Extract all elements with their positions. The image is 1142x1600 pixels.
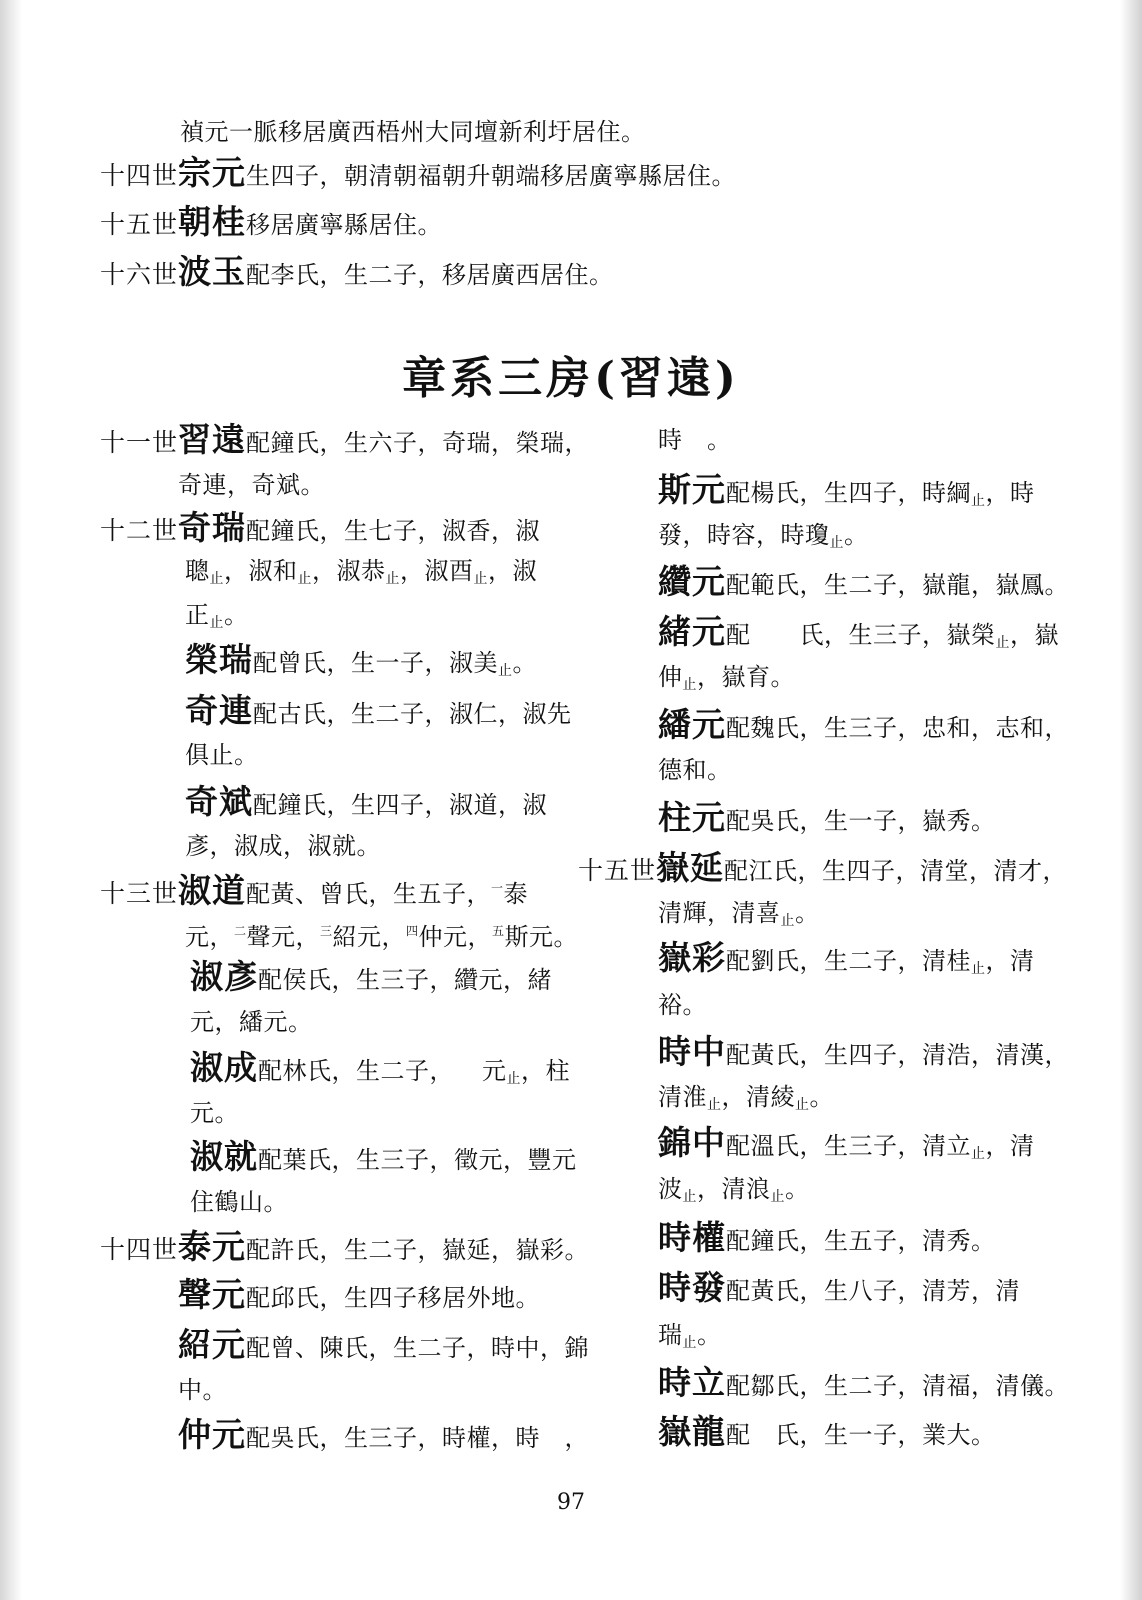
genealogy-entry: 十一世習遠配鐘氏，生六子，奇瑞，榮瑞，	[100, 420, 590, 459]
scan-shadow-left	[0, 0, 22, 1600]
genealogy-entry: 時權配鐘氏，生五子，清秀。	[658, 1218, 996, 1257]
genealogy-entry: 錦中配溫氏，生三子，清立$_止$，清	[658, 1123, 1035, 1162]
continuation-line: 聰$_止$，淑和$_止$，淑恭$_止$，淑酉$_止$，淑	[185, 557, 537, 587]
genealogy-entry: 淑成配林氏，生二子， 元$_止$，柱	[190, 1048, 570, 1087]
continuation-line: 彥，淑成，淑就。	[185, 832, 381, 860]
generation-label: 十三世	[100, 879, 179, 908]
person-name: 朝桂	[178, 202, 247, 241]
continuation-line: 時 。	[658, 426, 732, 454]
genealogy-entry: 緒元配 氏，生三子，嶽榮$_止$，嶽	[658, 612, 1059, 651]
person-name: 淑成	[190, 1048, 258, 1087]
genealogy-entry: 十五世嶽延配江氏，生四子，清堂，清才，	[578, 848, 1068, 887]
genealogy-entry: 奇連配古氏，生二子，淑仁，淑先	[185, 691, 572, 730]
person-name: 嶽龍	[658, 1412, 726, 1451]
genealogy-entry: 十二世奇瑞配鐘氏，生七子，淑香，淑	[100, 508, 541, 547]
continuation-line: 清淮$_止$，清綾$_止$。	[658, 1083, 834, 1113]
person-name: 嶽延	[656, 848, 725, 887]
genealogy-entry: 仲元配吳氏，生三子，時權，時 ，	[178, 1415, 589, 1454]
continuation-line: 德和。	[658, 756, 732, 784]
continuation-line: 裕。	[658, 991, 707, 1019]
genealogy-entry: 時發配黃氏，生八子，清芳，清	[658, 1268, 1020, 1307]
continuation-line: 奇連，奇斌。	[178, 471, 325, 499]
person-name: 時發	[658, 1268, 726, 1307]
person-name: 聲元	[178, 1275, 246, 1314]
person-name: 泰元	[178, 1227, 247, 1266]
genealogy-entry: 十四世泰元配許氏，生二子，嶽延，嶽彩。	[100, 1227, 590, 1266]
genealogy-entry: 時立配鄒氏，生二子，清福，清儀。	[658, 1363, 1069, 1402]
person-name: 奇瑞	[178, 508, 247, 547]
person-name: 錦中	[658, 1123, 726, 1162]
text-line: 禎元一脈移居廣西梧州大同壇新利圩居住。	[180, 118, 646, 146]
genealogy-entry: 榮瑞配曾氏，生一子，淑美$_止$。	[185, 640, 537, 679]
generation-label: 十六世	[100, 260, 179, 289]
person-name: 緒元	[658, 612, 726, 651]
person-name: 繙元	[658, 705, 726, 744]
generation-label: 十五世	[578, 856, 657, 885]
person-name: 淑道	[178, 871, 247, 910]
person-name: 時中	[658, 1032, 726, 1071]
person-name: 斯元	[658, 470, 726, 509]
generation-label: 十一世	[100, 428, 179, 457]
person-name: 嶽彩	[658, 938, 726, 977]
continuation-line: 發，時容，時瓊$_止$。	[658, 521, 869, 551]
person-name: 時權	[658, 1218, 726, 1257]
generation-label: 十五世	[100, 210, 179, 239]
continuation-line: 清輝，清喜$_止$。	[658, 899, 820, 929]
person-name: 仲元	[178, 1415, 246, 1454]
scan-shadow-right	[1120, 0, 1142, 1600]
person-name: 柱元	[658, 798, 726, 837]
continuation-line: 伸$_止$，嶽育。	[658, 663, 795, 693]
person-name: 宗元	[178, 153, 247, 192]
person-name: 時立	[658, 1363, 726, 1402]
person-name: 淑彥	[190, 957, 258, 996]
continuation-line: 住鶴山。	[190, 1188, 288, 1216]
continuation-line: 瑞$_止$。	[658, 1321, 722, 1351]
continuation-line: 元，$^二$聲元，$^三$紹元，$^四$仲元，$^五$斯元。	[185, 923, 579, 951]
genealogy-entry: 淑彥配侯氏，生三子，纘元，緒	[190, 957, 552, 996]
person-name: 纘元	[658, 562, 726, 601]
person-name: 習遠	[178, 420, 247, 459]
generation-label: 十四世	[100, 1235, 179, 1264]
genealogy-entry: 奇斌配鐘氏，生四子，淑道，淑	[185, 782, 547, 821]
continuation-line: 元，繙元。	[190, 1008, 313, 1036]
person-name: 奇連	[185, 691, 253, 730]
generation-label: 十二世	[100, 516, 179, 545]
person-name: 榮瑞	[185, 640, 253, 679]
page-number: 97	[557, 1490, 585, 1515]
person-name: 波玉	[178, 252, 247, 291]
continuation-line: 元。	[190, 1099, 239, 1127]
genealogy-entry: 十四世宗元生四子，朝清朝福朝升朝端移居廣寧縣居住。	[100, 153, 737, 192]
person-name: 紹元	[178, 1325, 246, 1364]
genealogy-entry: 斯元配楊氏，生四子，時綱$_止$，時	[658, 470, 1035, 509]
person-name: 淑就	[190, 1137, 258, 1176]
generation-label: 十四世	[100, 161, 179, 190]
genealogy-entry: 十三世淑道配黃、曾氏，生五子，$^一$泰	[100, 871, 529, 910]
genealogy-entry: 淑就配葉氏，生三子，徵元，豐元	[190, 1137, 577, 1176]
section-title: 章系三房(習遠)	[402, 353, 740, 404]
genealogy-entry: 嶽彩配劉氏，生二子，清桂$_止$，清	[658, 938, 1035, 977]
person-name: 奇斌	[185, 782, 253, 821]
genealogy-entry: 柱元配吳氏，生一子，嶽秀。	[658, 798, 996, 837]
genealogy-entry: 繙元配魏氏，生三子，忠和，志和，	[658, 705, 1069, 744]
genealogy-entry: 纘元配範氏，生二子，嶽龍，嶽鳳。	[658, 562, 1069, 601]
genealogy-entry: 紹元配曾、陳氏，生二子，時中，錦	[178, 1325, 589, 1364]
genealogy-entry: 十六世波玉配李氏，生二子，移居廣西居住。	[100, 252, 614, 291]
genealogy-entry: 聲元配邱氏，生四子移居外地。	[178, 1275, 540, 1314]
continuation-line: 正$_止$。	[185, 601, 249, 631]
genealogy-entry: 時中配黃氏，生四子，清浩，清漢，	[658, 1032, 1069, 1071]
continuation-line: 波$_止$，清浪$_止$。	[658, 1175, 810, 1205]
continuation-line: 中。	[178, 1376, 227, 1404]
genealogy-entry: 嶽龍配 氏，生一子，業大。	[658, 1412, 996, 1451]
genealogy-entry: 十五世朝桂移居廣寧縣居住。	[100, 202, 443, 241]
continuation-line: 俱止。	[185, 741, 259, 769]
